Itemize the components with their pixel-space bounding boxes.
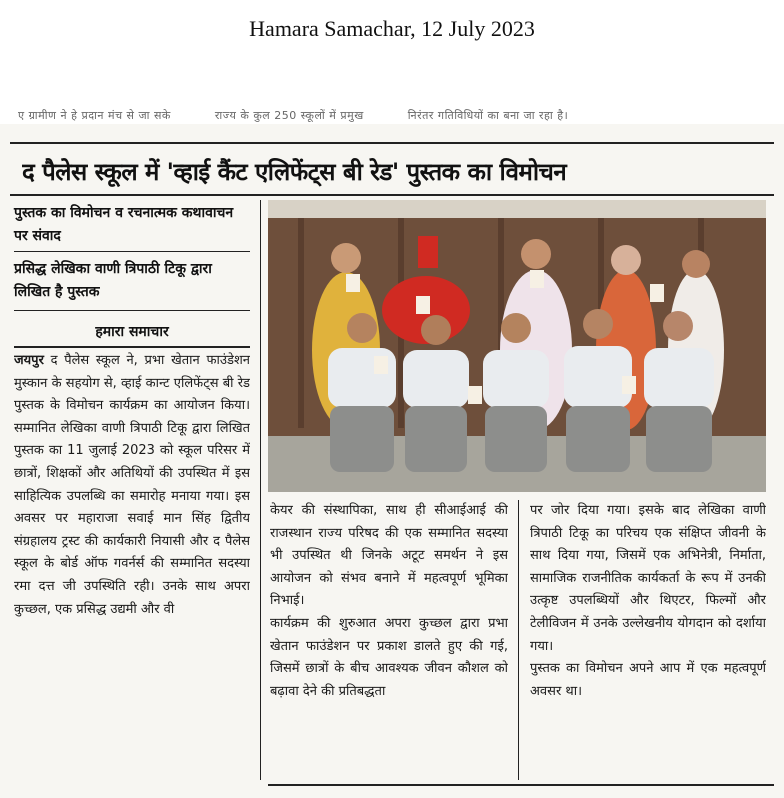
column-3-paragraph-1: पर जोर दिया गया। इसके बाद लेखिका वाणी त्रिपाठी टिकू का परिचय एक संक्षिप्त जीवनी के साथ दिया गया, जिसमें एक अभिनेत्री, निर्माता, सामाजिक राजनीतिक कार्यकर्ता के रूप में उनकी उत्कृष्ट उपलब्धियों और थिएटर, फिल्मों और टेलीविजन में उनके उल्लेखनीय योगदान को दर्शाया गया। [530,503,766,654]
top-rule [10,142,774,144]
column-1-text: द पैलेस स्कूल ने, प्रभा खेतान फाउंडेशन मुस्कान के सहयोग से, व्हाई कान्ट एलिफेंट्स बी रेड पुस्तक के विमोचन कार्यक्रम का आयोजन किया। सम्मानित लेखिका वाणी त्रिपाठी टिकू द्वारा लिखित पुस्तक का 11 जुलाई 2023 को स्कूल परिसर में छात्रों, शिक्षकों और अतिथियों की उपस्थित में इस साहित्यिक उपलब्धि का समारोह मनाया गया। इस अवसर पर महाराजा सवाई मान सिंह द्वितीय संग्रहालय ट्रस्ट की कार्यकारी नियासी और द पैलेस स्कूल के बोर्ड ऑफ गवर्नर्स की सम्मानित सदस्या रमा दत्त जी उपस्थिति रही। उनके साथ अपरा कुच्छल, एक प्रसिद्ध उद्यमी और वी [14,353,250,617]
subhead-rule-1 [14,251,250,252]
column-2-paragraph-2: कार्यक्रम की शुरुआत अपरा कुच्छल द्वारा प्रभा खेतान फाउंडेशन पर प्रकाश डालते हुए की गई, जिसमें छात्रों के बीच आवश्यक जीवन कौशल को बढ़ावा देने की प्रतिबद्धता [270,615,508,699]
column-3-paragraph-2: पुस्तक का विमोचन अपने आप में एक महत्वपूर्ण अवसर था। [530,661,766,699]
article-column-2 [270,500,508,782]
clipped-text-1: ए ग्रामीण ने हे प्रदान मंच से जा सके [18,109,171,122]
subhead-2: प्रसिद्ध लेखिका वाणी त्रिपाठी टिकू द्वारा लिखित है पुस्तक [14,261,212,300]
group-photo [268,200,766,492]
clipped-text-2: राज्य के कुल 250 स्कूलों में प्रमुख [214,109,364,122]
article-column-1 [14,350,250,780]
subhead-rule-2 [14,310,250,311]
bottom-rule [268,784,774,786]
newspaper-clipping [0,124,784,798]
clipped-text-3: निरंतर गतिविधियों का बना जा रहा है। [407,109,569,122]
column-divider-2 [518,500,519,780]
clipped-previous-line [18,108,768,124]
dateline: जयपुर [14,353,44,368]
group-photo-image [268,200,766,492]
article-column-3 [530,500,766,782]
byline: हमारा समाचार [95,324,169,340]
column-2-paragraph-1: केयर की संस्थापिका, साथ ही सीआईआई की राजस्थान राज्य परिषद की एक सम्मानित सदस्या भी उपस्थित थी जिनके अटूट समर्थन ने इस आयोजन को संभव बनाने में महत्वपूर्ण भूमिका निभाई। [270,503,508,609]
headline-rule [10,194,774,196]
byline-rule [14,346,250,348]
headline: द पैलेस स्कूल में 'व्हाई कैंट एलिफेंट्स बी रेड' पुस्तक का विमोचन [22,158,567,186]
caption: Hamara Samachar, 12 July 2023 [249,16,535,41]
subhead-1: पुस्तक का विमोचन व रचनात्मक कथावाचन पर संवाद [14,205,234,244]
column-divider-1 [260,200,261,780]
